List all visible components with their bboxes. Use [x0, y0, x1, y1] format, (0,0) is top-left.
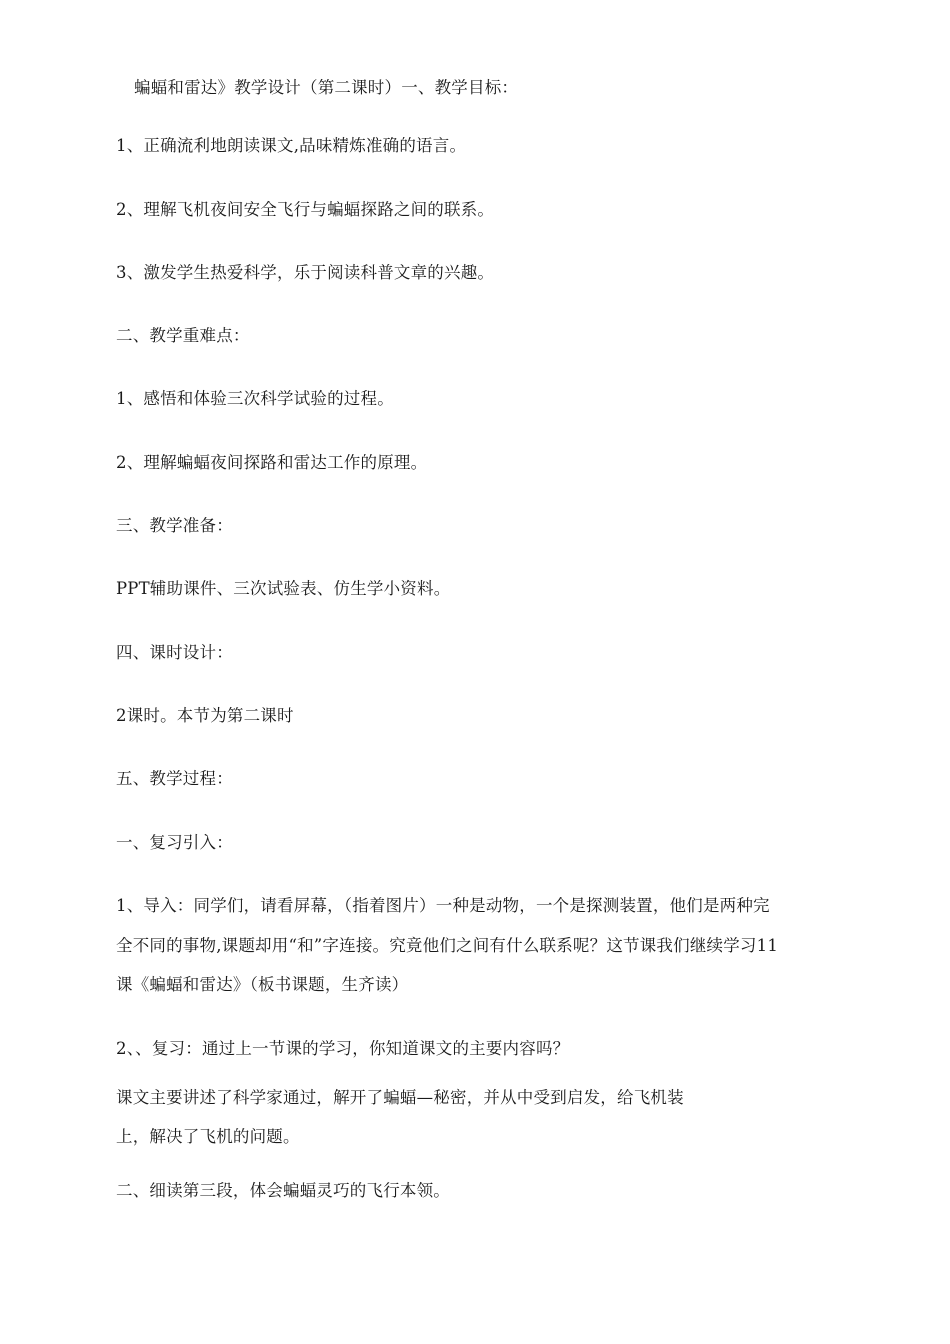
- review-question: 2、、复习：通过上一节课的学习，你知道课文的主要内容吗？: [116, 1039, 570, 1058]
- key-point-1: 1、感悟和体验三次科学试验的过程。: [116, 389, 394, 408]
- document-title: 蝙蝠和雷达》教学设计（第二课时）一、教学目标：: [134, 78, 519, 97]
- step-heading-reading: 二、细读第三段，体会蝙蝠灵巧的飞行本领。: [116, 1181, 450, 1200]
- preparation-text: PPT辅助课件、三次试验表、仿生学小资料。: [116, 579, 451, 598]
- review-answer-line-1: 课文主要讲述了科学家通过，解开了蝙蝠—秘密，并从中受到启发，给飞机装: [116, 1088, 684, 1107]
- intro-paragraph-line-1: 1、导入：同学们，请看屏幕，（指着图片）一种是动物，一个是探测装置，他们是两种完: [116, 896, 770, 915]
- review-answer-line-2: 上，解决了飞机的问题。: [116, 1127, 300, 1146]
- goal-item-1: 1、正确流利地朗读课文,品味精炼准确的语言。: [116, 136, 467, 155]
- section-heading-process: 五、教学过程：: [116, 769, 233, 788]
- key-point-2: 2、理解蝙蝠夜间探路和雷达工作的原理。: [116, 453, 428, 472]
- section-heading-periods: 四、课时设计：: [116, 643, 233, 662]
- periods-text: 2课时。本节为第二课时: [116, 706, 294, 725]
- intro-paragraph-line-2: 全不同的事物,课题却用“和”字连接。究竟他们之间有什么联系呢？这节课我们继续学习11: [116, 936, 779, 955]
- section-heading-key-points: 二、教学重难点：: [116, 326, 250, 345]
- intro-paragraph-line-3: 课《蝙蝠和雷达》（板书课题，生齐读）: [116, 975, 409, 994]
- goal-item-3: 3、激发学生热爱科学，乐于阅读科普文章的兴趣。: [116, 263, 495, 282]
- step-heading-review: 一、复习引入：: [116, 833, 233, 852]
- section-heading-preparation: 三、教学准备：: [116, 516, 233, 535]
- goal-item-2: 2、理解飞机夜间安全飞行与蝙蝠探路之间的联系。: [116, 200, 495, 219]
